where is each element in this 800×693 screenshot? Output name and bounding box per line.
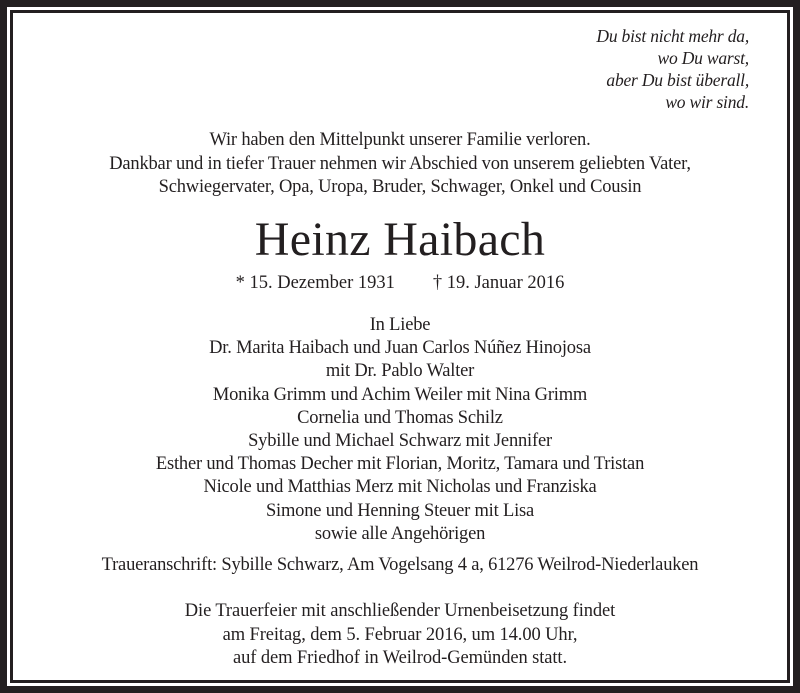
death-date: † 19. Januar 2016 [432,273,565,293]
poem-line: Du bist nicht mehr da, [596,26,749,46]
mourner-line: mit Dr. Pablo Walter [325,361,475,382]
deceased-name: Heinz Haibach [254,213,546,266]
intro-line: Dankbar und in tiefer Trauer nehmen wir Abschied von unserem geliebten Vater, [109,153,691,174]
mourners-list [0,314,800,546]
ceremony-line: am Freitag, dem 5. Februar 2016, um 14.00 Uhr, [222,624,578,645]
ceremony-line: auf dem Friedhof in Weilrod-Gemünden statt. [233,648,567,668]
poem-verse [596,25,749,113]
birth-date: * 15. Dezember 1931 [235,273,395,293]
mourner-line: Sybille und Michael Schwarz mit Jennifer [248,431,552,452]
intro-text [0,129,800,200]
ceremony-details [0,600,800,671]
ceremony-line: Die Trauerfeier mit anschließender Urnenbeisetzung findet [184,601,616,621]
poem-line: wo Du warst, [657,48,749,68]
mourner-line: Cornelia und Thomas Schilz [297,407,503,428]
mourner-line: Nicole und Matthias Merz mit Nicholas und Franziska [203,477,597,498]
mourner-line: Simone und Henning Steuer mit Lisa [265,500,535,521]
mourner-line: Esther und Thomas Decher mit Florian, Moritz, Tamara und Tristan [155,454,645,475]
mourning-address: Traueranschrift: Sybille Schwarz, Am Vogelsang 4 a, 61276 Weilrod-Niederlauken [101,555,699,575]
mourner-line: Dr. Marita Haibach und Juan Carlos Núñez Hinojosa [209,338,591,359]
mourner-line: Monika Grimm und Achim Weiler mit Nina Grimm [212,384,588,405]
mourner-line: sowie alle Angehörigen [314,523,486,544]
intro-line: Wir haben den Mittelpunkt unserer Familie verloren. [209,130,591,150]
poem-line: aber Du bist überall, [606,70,749,90]
mourners-heading: In Liebe [369,315,431,335]
life-dates [0,271,800,295]
intro-line: Schwiegervater, Opa, Uropa, Bruder, Schwager, Onkel und Cousin [158,177,642,197]
poem-line: wo wir sind. [665,92,749,112]
